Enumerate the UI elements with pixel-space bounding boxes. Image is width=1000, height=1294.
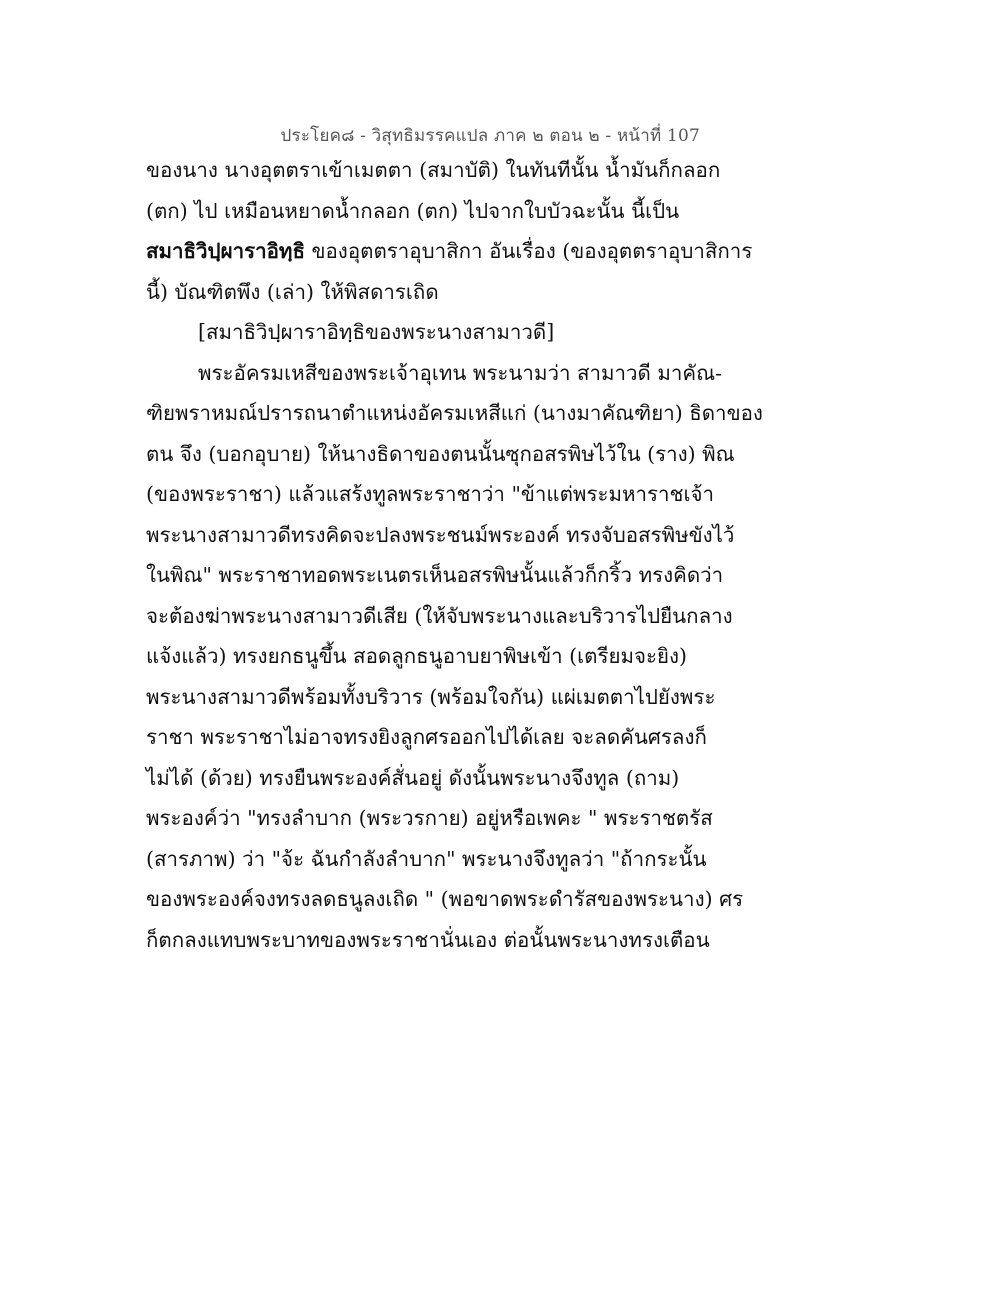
text-line: (สารภาพ) ว่า "จ้ะ ฉันกำลังลำบาก" พระนางจึงทูลว่า "ถ้ากระนั้น — [146, 846, 707, 871]
page-body — [146, 150, 763, 960]
text-line: ตน จึง (บอกอุบาย) ให้นางธิดาของตนนั้นซุกอสรพิษไว้ใน (ราง) พิณ — [146, 441, 735, 466]
text-line: ก็ตกลงแทบพระบาทของพระราชานั่นเอง ต่อนั้นพระนางทรงเตือน — [146, 927, 710, 952]
text-line: พระนางสามาวดีพร้อมทั้งบริวาร (พร้อมใจกัน) แผ่เมตตาไปยังพระ — [146, 684, 716, 709]
paragraph-first-line: พระอัครมเหสีของพระเจ้าอุเทน พระนามว่า สามาวดี มาคัณ- — [198, 360, 723, 385]
term-bold: สมาธิวิปฺผาราอิทฺธิ — [146, 239, 305, 263]
text-line: ไม่ได้ (ด้วย) ทรงยืนพระองค์สั่นอยู่ ดังนั้นพระนางจึงทูล (ถาม) — [146, 765, 680, 790]
text-line: ฑิยพราหมณ์ปรารถนาตำแหน่งอัครมเหสีแก่ (นางมาคัณฑิยา) ธิดาของ — [146, 401, 763, 425]
text-line: (ตก) ไป เหมือนหยาดน้ำกลอก (ตก) ไปจากใบบัวฉะนั้น นี้เป็น — [146, 198, 680, 223]
section-heading: [สมาธิวิปฺผาราอิทฺธิของพระนางสามาวดี] — [198, 320, 555, 344]
text-line: พระองค์ว่า "ทรงลำบาก (พระวรกาย) อยู่หรือเพคะ " พระราชตรัส — [146, 806, 713, 830]
text-line: ของนาง นางอุตตราเข้าเมตตา (สมาบัติ) ในทันทีนั้น น้ำมันก็กลอก — [146, 158, 721, 182]
text-line: (ของพระราชา) แล้วแสร้งทูลพระราชาว่า "ข้าแต่พระมหาราชเจ้า — [146, 482, 714, 506]
running-header: ประโยค๘ - วิสุทธิมรรคแปล ภาค ๒ ตอน ๒ - หน้าที่ 107 — [280, 126, 700, 146]
text-line: ราชา พระราชาไม่อาจทรงยิงลูกศรออกไปได้เลย จะลดคันศรลงก็ — [146, 725, 707, 749]
text-line: แจ้งแล้ว) ทรงยกธนูขึ้น สอดลูกธนูอาบยาพิษเข้า (เตรียมจะยิง) — [146, 644, 688, 668]
text-line: ในพิณ" พระราชาทอดพระเนตรเห็นอสรพิษนั้นแล้วก็กริ้ว ทรงคิดว่า — [146, 563, 724, 587]
text-line: จะต้องฆ่าพระนางสามาวดีเสีย (ให้จับพระนางและบริวารไปยืนกลาง — [146, 603, 733, 628]
text-line: นี้) บัณฑิตพึง (เล่า) ให้พิสดารเถิด — [146, 279, 439, 304]
text-line — [146, 231, 753, 272]
text-line: พระนางสามาวดีทรงคิดจะปลงพระชนม์พระองค์ ทรงจับอสรพิษขังไว้ — [146, 522, 735, 547]
text-span: ของอุตตราอุบาสิกา อันเรื่อง (ของอุตตราอุบาสิการ — [304, 239, 753, 263]
text-line: ของพระองค์จงทรงลดธนูลงเถิด " (พอขาดพระดำรัสของพระนาง) ศร — [146, 887, 744, 911]
